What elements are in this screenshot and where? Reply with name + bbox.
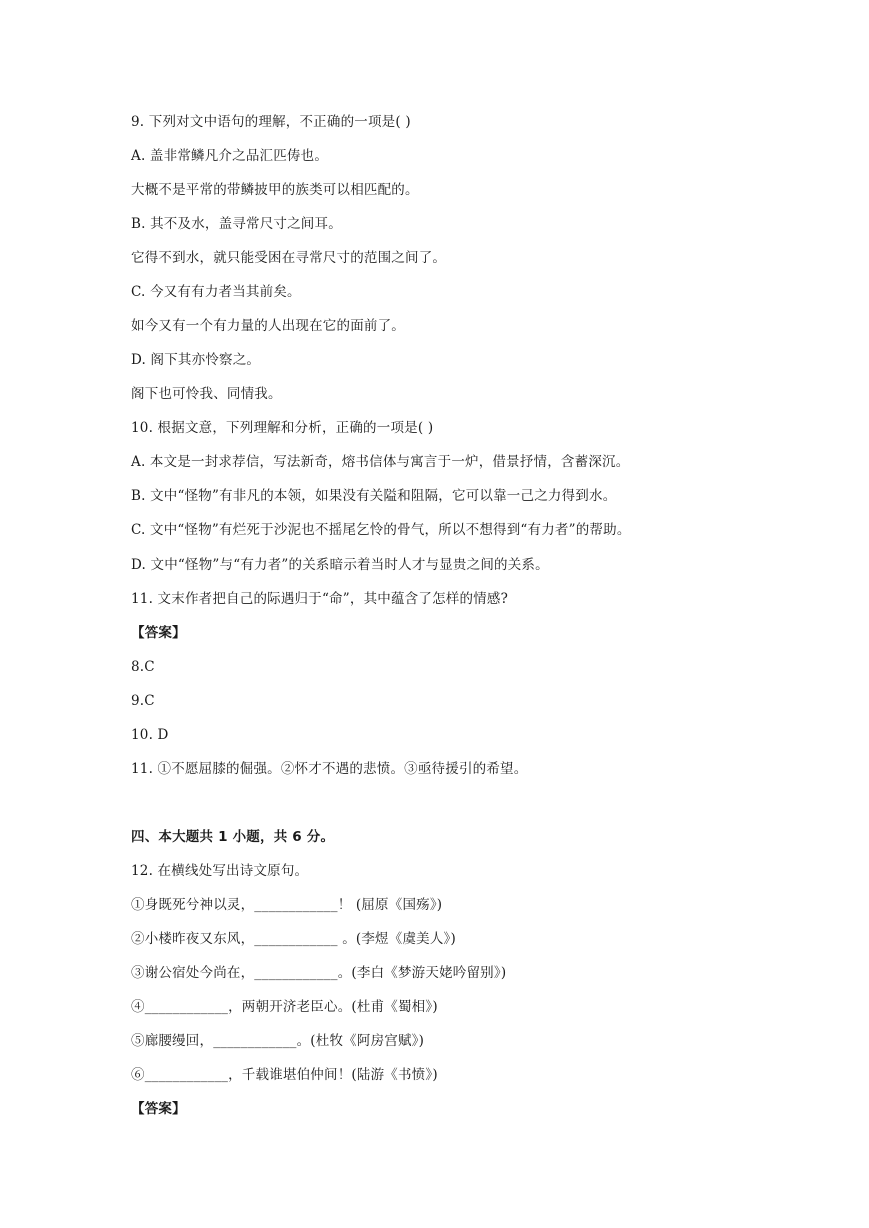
q10-stem: 10. 根据文意，下列理解和分析，正确的一项是( ) xyxy=(131,420,434,436)
q12-line-5: ⑤廊腰缦回，____________。(杜牧《阿房宫赋》) xyxy=(131,1033,425,1049)
q9-option-a-translation: 大概不是平常的带鳞披甲的族类可以相匹配的。 xyxy=(131,182,419,198)
q9-option-b: B. 其不及水，盖寻常尺寸之间耳。 xyxy=(131,216,342,232)
answer-heading: 【答案】 xyxy=(131,625,186,641)
q12-line-2: ②小楼昨夜又东风，____________ 。(李煜《虞美人》) xyxy=(131,931,456,947)
answer-10: 10. D xyxy=(131,727,169,743)
section-heading: 四、本大题共 1 小题，共 6 分。 xyxy=(131,829,335,845)
q12-line-6: ⑥____________，千载谁堪伯仲间！(陆游《书愤》) xyxy=(131,1067,438,1083)
q9-option-d-translation: 阁下也可怜我、同情我。 xyxy=(131,386,282,402)
q12-stem: 12. 在横线处写出诗文原句。 xyxy=(131,863,309,879)
q9-option-c: C. 今又有有力者当其前矣。 xyxy=(131,284,301,300)
q9-option-d: D. 阁下其亦怜察之。 xyxy=(131,352,261,368)
q12-line-4: ④____________，两朝开济老臣心。(杜甫《蜀相》) xyxy=(131,999,438,1015)
q10-option-b: B. 文中“怪物”有非凡的本领，如果没有关隘和阻隔，它可以靠一己之力得到水。 xyxy=(131,488,617,504)
q10-option-d: D. 文中“怪物”与“有力者”的关系暗示着当时人才与显贵之间的关系。 xyxy=(131,557,549,573)
q10-option-c: C. 文中“怪物”有烂死于沙泥也不摇尾乞怜的骨气，所以不想得到“有力者”的帮助。 xyxy=(131,522,631,538)
q9-stem: 9. 下列对文中语句的理解，不正确的一项是( ) xyxy=(131,114,411,130)
q12-line-3: ③谢公宿处今尚在，____________。(李白《梦游天姥吟留别》) xyxy=(131,965,507,981)
q11-stem: 11. 文末作者把自己的际遇归于“命”，其中蕴含了怎样的情感? xyxy=(131,591,509,607)
q9-option-c-translation: 如今又有一个有力量的人出现在它的面前了。 xyxy=(131,318,405,334)
answer-8: 8.C xyxy=(131,659,155,675)
answer-11: 11. ①不愿屈膝的倔强。②怀才不遇的悲愤。③亟待援引的希望。 xyxy=(131,761,528,777)
q12-line-1: ①身既死兮神以灵，____________！ (屈原《国殇》) xyxy=(131,897,443,913)
q10-option-a: A. 本文是一封求荐信，写法新奇，熔书信体与寓言于一炉，借景抒情，含蓄深沉。 xyxy=(131,454,630,470)
q9-option-b-translation: 它得不到水，就只能受困在寻常尺寸的范围之间了。 xyxy=(131,250,447,266)
answer-heading-2: 【答案】 xyxy=(131,1101,186,1117)
answer-9: 9.C xyxy=(131,693,155,709)
q9-option-a: A. 盖非常鳞凡介之品汇匹俦也。 xyxy=(131,148,329,164)
